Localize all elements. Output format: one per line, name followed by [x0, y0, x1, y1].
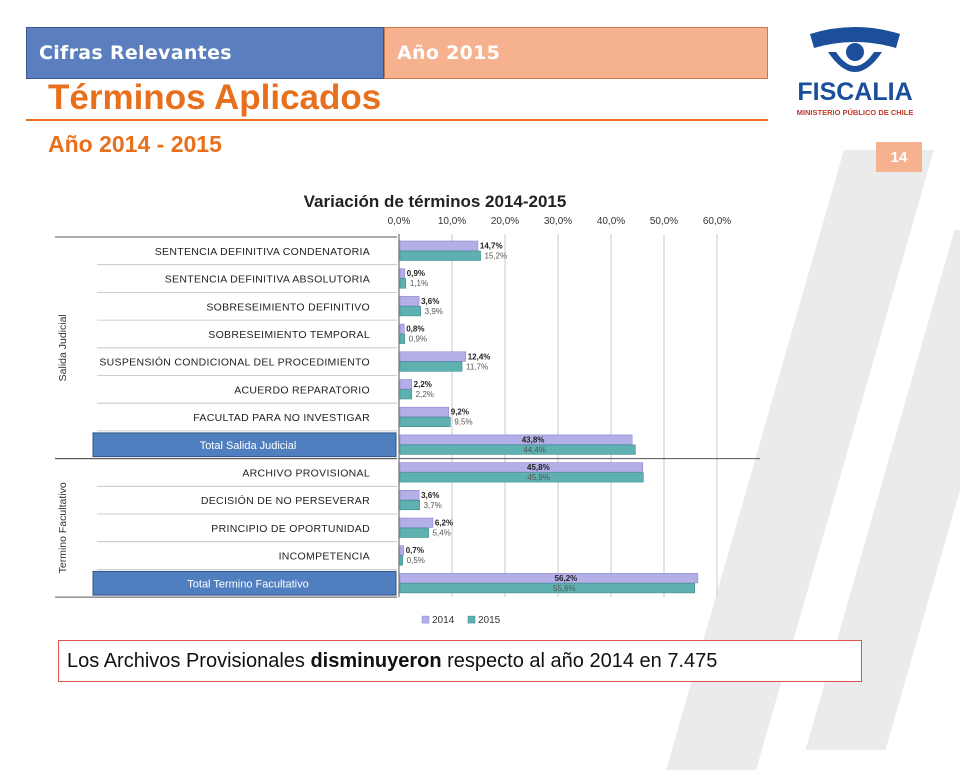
category-label: SENTENCIA DEFINITIVA CONDENATORIA	[154, 245, 370, 258]
category-label: SOBRESEIMIENTO DEFINITIVO	[206, 301, 370, 314]
bar-2014	[400, 269, 405, 279]
category-label: FACULTAD PARA NO INVESTIGAR	[193, 412, 370, 425]
page-title: Términos Aplicados	[48, 78, 382, 117]
category-label: INCOMPETENCIA	[278, 550, 370, 563]
header-section-label: Cifras Relevantes	[26, 27, 384, 79]
data-label-2015: 1,1%	[409, 279, 429, 289]
data-label-2014: 43,8%	[521, 435, 545, 445]
data-label-2015: 9,5%	[454, 417, 473, 427]
bar-2014	[400, 490, 419, 500]
legend-label-2014: 2014	[432, 615, 455, 627]
x-tick-label: 30,0%	[543, 216, 573, 227]
bar-2015	[400, 306, 421, 316]
category-label: DECISIÓN DE NO PERSEVERAR	[200, 495, 370, 508]
data-label-2014: 3,6%	[421, 490, 440, 500]
x-tick-label: 0,0%	[387, 216, 411, 227]
footer-text-start: Los Archivos Provisionales	[67, 649, 311, 672]
bar-2015	[400, 583, 695, 593]
page-number-badge: 14	[876, 142, 922, 172]
data-label-2014: 12,4%	[467, 352, 491, 362]
legend-label-2015: 2015	[478, 615, 501, 627]
title-divider	[26, 119, 768, 121]
bar-2015	[400, 279, 406, 289]
x-tick-label: 50,0%	[649, 216, 679, 227]
data-label-2015: 2,2%	[415, 390, 434, 399]
category-label: ACUERDO REPARATORIO	[234, 384, 370, 397]
footer-note	[58, 640, 862, 682]
bar-2014	[400, 435, 632, 445]
category-label: PRINCIPIO DE OPORTUNIDAD	[211, 522, 370, 535]
data-label-2015: 44,4%	[523, 445, 547, 455]
data-label-2014: 45,8%	[527, 463, 550, 473]
data-label-2015: 3,7%	[423, 500, 442, 510]
bar-2015	[400, 528, 429, 538]
data-label-2014: 9,2%	[450, 407, 469, 417]
data-label-2014: 6,2%	[434, 518, 454, 528]
bar-2014	[400, 518, 433, 528]
fiscalia-logo	[770, 22, 940, 122]
group-labels	[57, 314, 69, 573]
bars	[400, 241, 698, 593]
bar-2014	[400, 241, 478, 251]
bar-2014	[400, 324, 404, 334]
data-label-2015: 55,6%	[552, 583, 576, 593]
data-label-2015: 15,2%	[484, 251, 508, 261]
group-label: Termino Facultativo	[57, 482, 69, 574]
bar-2014	[400, 463, 643, 473]
bar-2015	[400, 473, 643, 483]
x-tick-label: 10,0%	[437, 216, 467, 227]
bar-2014	[400, 546, 404, 556]
category-label: ARCHIVO PROVISIONAL	[242, 467, 370, 480]
bar-2015	[400, 500, 420, 510]
data-label-2014: 14,7%	[479, 241, 503, 251]
data-label-2015: 0,9%	[408, 334, 428, 344]
bar-2015	[400, 334, 405, 344]
page-subtitle: Año 2014 - 2015	[48, 131, 222, 157]
logo-wordmark: FISCALIA	[797, 78, 913, 106]
bar-2014	[400, 352, 466, 362]
data-label-2015: 0,5%	[406, 556, 425, 566]
data-label-2015: 45,9%	[527, 473, 550, 483]
bar-2014	[400, 573, 698, 583]
x-tick-label: 60,0%	[702, 216, 732, 227]
data-label-2014: 3,6%	[421, 296, 440, 306]
legend	[422, 615, 501, 626]
footer-text-end: respecto al año 2014 en 7.475	[441, 649, 718, 672]
category-label: SOBRESEIMIENTO TEMPORAL	[208, 328, 370, 341]
data-label-2015: 11,7%	[466, 362, 489, 372]
data-label-2014: 56,2%	[554, 573, 578, 583]
data-label-2015: 5,4%	[432, 528, 451, 538]
legend-swatch-2015	[468, 616, 475, 623]
bar-2014	[400, 407, 449, 417]
group-label: Salida Judicial	[57, 314, 69, 382]
footer-text-emphasis: disminuyeron	[310, 649, 442, 672]
bar-2015	[400, 362, 462, 372]
category-label-total: Total Salida Judicial	[199, 439, 297, 452]
bar-2015	[400, 556, 403, 566]
data-label-2014: 0,9%	[406, 269, 426, 279]
logo-tagline: MINISTERIO PÚBLICO DE CHILE	[796, 108, 914, 117]
category-label: SUSPENSIÓN CONDICIONAL DEL PROCEDIMIENTO	[99, 356, 370, 369]
chart-title: Variación de términos 2014-2015	[303, 192, 567, 211]
bar-2014	[400, 296, 419, 306]
data-label-2014: 2,2%	[413, 380, 432, 389]
header-year-label: Año 2015	[384, 27, 768, 79]
bar-2015	[400, 417, 450, 427]
legend-swatch-2014	[422, 616, 429, 623]
bar-2015	[400, 390, 412, 400]
chart	[0, 180, 960, 630]
bar-2015	[400, 251, 481, 261]
data-label-2015: 3,9%	[424, 306, 443, 316]
category-label-total: Total Termino Facultativo	[187, 578, 309, 591]
bar-2015	[400, 445, 635, 455]
category-labels	[93, 246, 396, 595]
x-tick-label: 20,0%	[490, 216, 520, 227]
x-tick-label: 40,0%	[596, 216, 626, 227]
bar-2014	[400, 380, 412, 390]
data-label-2014: 0,8%	[406, 324, 425, 334]
data-label-2014: 0,7%	[405, 546, 424, 556]
category-label: SENTENCIA DEFINITIVA ABSOLUTORIA	[164, 273, 370, 286]
x-axis-ticks	[388, 216, 732, 227]
logo-emblem-head-icon	[846, 43, 864, 61]
